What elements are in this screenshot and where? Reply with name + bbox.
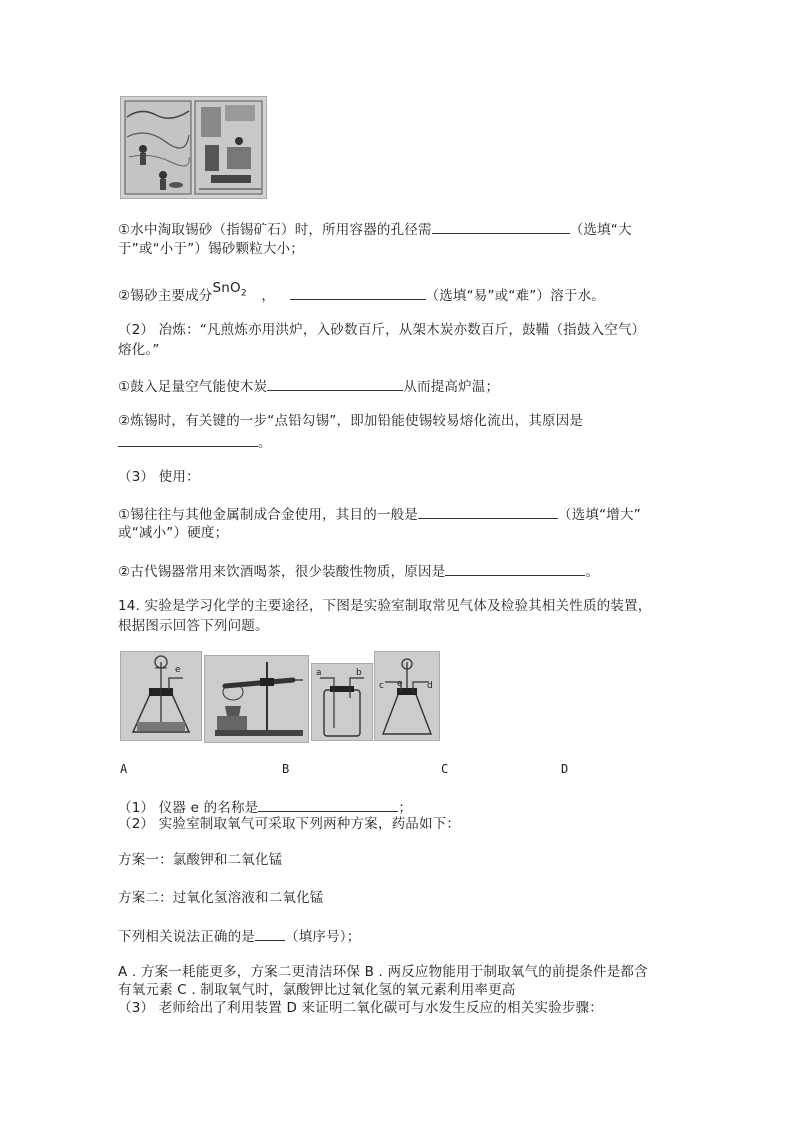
q13-line1: ①水中淘取锡砂（指锡矿石）时，所用容器的孔径需 （选填“大 — [118, 219, 632, 239]
apparatus-a-figure — [120, 651, 202, 741]
apparatus-c-figure — [311, 663, 373, 741]
apparatus-d-letter-e: e — [397, 679, 403, 689]
q14-intro-cont: 根据图示回答下列问题。 — [118, 618, 269, 634]
answer-blank[interactable] — [418, 504, 558, 519]
q14-sub3: （3） 老师给出了利用装置 D 来证明二氧化碳可与水发生反应的相关实验步骤： — [118, 1000, 603, 1016]
q14-plan2: 方案二：过氧化氢溶液和二氧化锰 — [118, 890, 324, 906]
q13-part2-cont: 熔化。” — [118, 342, 160, 358]
q13-line4-cont: 。 — [118, 432, 272, 452]
q13-line1-cont: 于”或“小于”）锡砂颗粒大小； — [118, 241, 304, 257]
q13-line5: ①锡往往与其他金属制成合金使用，其目的一般是 （选填“增大” — [118, 504, 641, 524]
answer-blank[interactable] — [290, 285, 426, 300]
apparatus-d-figure — [374, 651, 440, 741]
q13-line5-cont: 或“减小”）硬度； — [118, 525, 229, 541]
q13-part3: （3） 使用： — [118, 469, 200, 485]
q14-options: A . 方案一耗能更多，方案二更清洁环保 B . 两反应物能用于制取氧气的前提条件是都含 — [118, 964, 648, 980]
q13-line6: ②古代锡器常用来饮酒喝茶，很少装酸性物质，原因是 。 — [118, 561, 599, 581]
answer-blank[interactable] — [445, 561, 585, 576]
q13-part2: （2） 冶炼：“凡煎炼亦用洪炉，入砂数百斤，从架木炭亦数百斤，鼓鞴（指鼓入空气） — [118, 322, 646, 338]
answer-blank[interactable] — [267, 376, 403, 391]
q14-intro: 14. 实验是学习化学的主要途径，下图是实验室制取常见气体及检验其相关性质的装置， — [118, 598, 652, 614]
apparatus-c-letter-b: b — [356, 668, 362, 678]
answer-blank[interactable] — [432, 219, 570, 234]
q14-sub1: （1） 仪器 e 的名称是 ； — [118, 797, 412, 817]
apparatus-d-letter-d: d — [427, 681, 433, 691]
answer-blank[interactable] — [118, 432, 258, 447]
apparatus-label-b: B — [282, 762, 290, 776]
q13-line4: ②炼锡时，有关键的一步“点铅勾锡”，即加铅能使锡较易熔化流出，其原因是 — [118, 413, 584, 429]
answer-blank[interactable] — [255, 926, 285, 941]
q14-sub2: （2） 实验室制取氧气可采取下列两种方案，药品如下： — [118, 816, 461, 832]
answer-blank[interactable] — [258, 797, 398, 812]
sno2-formula: SnO$_2$ — [212, 280, 247, 299]
q14-options-cont: 有氧元素 C . 制取氧气时，氯酸钾比过氧化氢的氧元素利用率更高 — [118, 982, 516, 998]
q14-ask: 下列相关说法正确的是 （填序号）； — [118, 926, 360, 946]
apparatus-a-letter: e — [175, 665, 181, 675]
tin-mining-illustration — [120, 96, 267, 199]
q14-plan1: 方案一：氯酸钾和二氧化锰 — [118, 852, 283, 868]
q13-line3: ①鼓入足量空气能使木炭 从而提高炉温； — [118, 376, 499, 396]
apparatus-c-letter-a: a — [316, 668, 322, 678]
apparatus-b-figure — [204, 655, 309, 743]
q13-line2: ②锡砂主要成分SnO$_2$ ， （选填“易”或“难”）溶于水。 — [118, 280, 605, 304]
apparatus-label-d: D — [561, 762, 569, 776]
apparatus-label-a: A — [120, 762, 128, 776]
apparatus-label-c: C — [441, 762, 449, 776]
apparatus-d-letter-c: c — [379, 681, 384, 691]
